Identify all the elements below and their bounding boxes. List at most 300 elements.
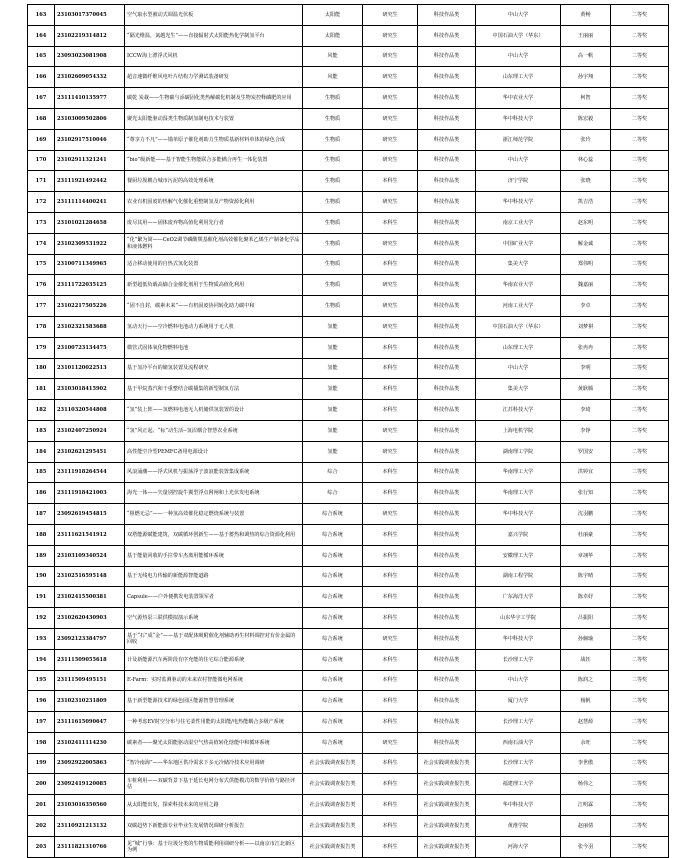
school-name: 黄淮学院 xyxy=(476,816,561,837)
leader-name: 凯吉浩 xyxy=(561,192,611,213)
school-name: 浙江师范学院 xyxy=(476,129,561,150)
row-index: 189 xyxy=(28,545,55,566)
row-index: 182 xyxy=(28,400,55,421)
row-index: 185 xyxy=(28,462,55,483)
project-title: 聚光太阳能驱动湿类生物质制氢制电技术与装置 xyxy=(125,108,303,129)
student-level: 本科生 xyxy=(363,358,418,379)
row-index: 200 xyxy=(28,774,55,795)
school-name: 河南工业大学 xyxy=(476,296,561,317)
project-code: 23102321583688 xyxy=(55,316,125,337)
project-code: 23110320544808 xyxy=(55,400,125,421)
project-category: 科技作品类 xyxy=(418,566,476,587)
school-name: 中山大学 xyxy=(476,670,561,691)
student-level: 本科生 xyxy=(363,212,418,233)
project-category: 社会实践调查报告类 xyxy=(418,836,476,857)
table-row xyxy=(28,212,669,233)
project-title: 超音速微纤维风电叶片结构力学测试装备研发 xyxy=(125,67,303,88)
award-level: 二等奖 xyxy=(611,296,669,317)
school-name: 中山大学 xyxy=(476,5,561,26)
project-field: 综合系统 xyxy=(303,504,363,525)
leader-name: 洪婷宜 xyxy=(561,462,611,483)
table-row xyxy=(28,774,669,795)
project-code: 23111509055618 xyxy=(55,649,125,670)
table-row xyxy=(28,608,669,629)
project-category: 社会实践调查报告类 xyxy=(418,795,476,816)
award-level: 二等奖 xyxy=(611,5,669,26)
award-level: 二等奖 xyxy=(611,649,669,670)
project-title: E-Farm：实时监测驱动的未来农村智能微电网系统 xyxy=(125,670,303,691)
project-code: 23101021284658 xyxy=(55,212,125,233)
project-field: 生物质 xyxy=(303,129,363,150)
project-code: 23102217505226 xyxy=(55,296,125,317)
row-index: 184 xyxy=(28,441,55,462)
project-field: 社会实践调查报告类 xyxy=(303,774,363,795)
project-code: 23102219314812 xyxy=(55,25,125,46)
row-index: 183 xyxy=(28,420,55,441)
project-category: 科技作品类 xyxy=(418,46,476,67)
student-level: 本科生 xyxy=(363,691,418,712)
student-level: 研究生 xyxy=(363,420,418,441)
project-category: 科技作品类 xyxy=(418,254,476,275)
project-code: 23111410135977 xyxy=(55,88,125,109)
award-level: 二等奖 xyxy=(611,233,669,254)
row-index: 188 xyxy=(28,524,55,545)
school-name: 长沙理工大学 xyxy=(476,649,561,670)
project-category: 科技作品类 xyxy=(418,732,476,753)
project-category: 科技作品类 xyxy=(418,192,476,213)
table-row xyxy=(28,316,669,337)
project-category: 科技作品类 xyxy=(418,608,476,629)
project-code: 23103009502806 xyxy=(55,108,125,129)
student-level: 本科生 xyxy=(363,774,418,795)
project-field: 综合系统 xyxy=(303,524,363,545)
project-code: 23111921492442 xyxy=(55,171,125,192)
award-level: 二等奖 xyxy=(611,171,669,192)
project-category: 社会实践调查报告类 xyxy=(418,774,476,795)
project-title: 双塔能源赋能建筑，双碳循环创新生——基于蓄热和调热的综合资源化利用 xyxy=(125,524,303,545)
student-level: 本科生 xyxy=(363,795,418,816)
row-index: 202 xyxy=(28,816,55,837)
leader-name: 黄耿腾 xyxy=(561,379,611,400)
leader-name: 林心蕊 xyxy=(561,150,611,171)
project-title: “氢”风正起、“标”动生活--氢沼耦合智慧农业系统 xyxy=(125,420,303,441)
project-code: 23111615090647 xyxy=(55,712,125,733)
row-index: 192 xyxy=(28,608,55,629)
project-category: 科技作品类 xyxy=(418,5,476,26)
award-level: 二等奖 xyxy=(611,504,669,525)
table-row xyxy=(28,337,669,358)
leader-name: 孙俪瑜 xyxy=(561,628,611,649)
project-title: “智冷南海”——华东地区供冷需求下多元冷储冷技术应用调研 xyxy=(125,753,303,774)
table-row xyxy=(28,566,669,587)
table-row xyxy=(28,192,669,213)
award-level: 二等奖 xyxy=(611,670,669,691)
school-name: 厦门大学 xyxy=(476,691,561,712)
project-category: 科技作品类 xyxy=(418,670,476,691)
project-title: 碳乾 炭裁——生物碳与添碳固化类热解碳化机制及生物炭控释磷肥的应用 xyxy=(125,88,303,109)
award-level: 二等奖 xyxy=(611,46,669,67)
row-index: 195 xyxy=(28,670,55,691)
project-field: 氢能 xyxy=(303,316,363,337)
row-index: 175 xyxy=(28,254,55,275)
project-category: 科技作品类 xyxy=(418,67,476,88)
project-code: 23111722035125 xyxy=(55,275,125,296)
school-name: 中山大学 xyxy=(476,150,561,171)
student-level: 研究生 xyxy=(363,108,418,129)
school-name: 西南石油大学 xyxy=(476,732,561,753)
school-name: 华南理工大学 xyxy=(476,462,561,483)
leader-name: 江明霖 xyxy=(561,795,611,816)
row-index: 180 xyxy=(28,358,55,379)
award-level: 二等奖 xyxy=(611,379,669,400)
student-level: 研究生 xyxy=(363,275,418,296)
table-row xyxy=(28,46,669,67)
project-field: 生物质 xyxy=(303,192,363,213)
project-title: 海光一体——矢量别控旋牛翼型浮点网闸和上光伏发电系统 xyxy=(125,483,303,504)
award-level: 二等奖 xyxy=(611,566,669,587)
project-field: 综合系统 xyxy=(303,649,363,670)
student-level: 本科生 xyxy=(363,566,418,587)
project-field: 生物质 xyxy=(303,150,363,171)
award-level: 二等奖 xyxy=(611,316,669,337)
project-code: 23102407250924 xyxy=(55,420,125,441)
school-name: 安徽理工大学 xyxy=(476,545,561,566)
project-field: 生物质 xyxy=(303,233,363,254)
table-row xyxy=(28,254,669,275)
project-category: 科技作品类 xyxy=(418,691,476,712)
project-category: 科技作品类 xyxy=(418,483,476,504)
row-index: 163 xyxy=(28,5,55,26)
row-index: 167 xyxy=(28,88,55,109)
table-row xyxy=(28,691,669,712)
row-index: 170 xyxy=(28,150,55,171)
table-row xyxy=(28,379,669,400)
table-row xyxy=(28,296,669,317)
project-title: “隔光维温，氮越光生”——直接辐射式太阳能热化学制氢平台 xyxy=(125,25,303,46)
leader-name: 刘梦祺 xyxy=(561,316,611,337)
student-level: 本科生 xyxy=(363,462,418,483)
project-field: 生物质 xyxy=(303,108,363,129)
project-category: 科技作品类 xyxy=(418,587,476,608)
project-category: 科技作品类 xyxy=(418,358,476,379)
row-index: 203 xyxy=(28,836,55,857)
table-row xyxy=(28,732,669,753)
project-title: 车桩利用——双碳背景下基于延长电网分布式供能模式的数学价值与路径评估 xyxy=(125,774,303,795)
project-category: 科技作品类 xyxy=(418,462,476,483)
award-level: 二等奖 xyxy=(611,587,669,608)
leader-name: 吕振阳 xyxy=(561,608,611,629)
project-title: 基于甲烷蒸汽和干重整结合碳捕集的新型制氢方法 xyxy=(125,379,303,400)
table-row xyxy=(28,753,669,774)
leader-name: 孙宇翔 xyxy=(561,67,611,88)
award-level: 二等奖 xyxy=(611,836,669,857)
student-level: 本科生 xyxy=(363,379,418,400)
award-level: 二等奖 xyxy=(611,545,669,566)
project-code: 23111821310766 xyxy=(55,836,125,857)
row-index: 171 xyxy=(28,171,55,192)
row-index: 168 xyxy=(28,108,55,129)
project-category: 科技作品类 xyxy=(418,233,476,254)
table-row xyxy=(28,88,669,109)
project-code: 23102917510046 xyxy=(55,129,125,150)
student-level: 研究生 xyxy=(363,441,418,462)
project-title: 空气取水型被动式调温光伏板 xyxy=(125,5,303,26)
project-category: 科技作品类 xyxy=(418,379,476,400)
row-index: 199 xyxy=(28,753,55,774)
project-title: 高性能空冷型PEMFC备用电源设计 xyxy=(125,441,303,462)
award-level: 二等奖 xyxy=(611,753,669,774)
school-name: 上海电机学院 xyxy=(476,420,561,441)
table-row xyxy=(28,441,669,462)
leader-name: 陈卓妤 xyxy=(561,587,611,608)
table-row xyxy=(28,649,669,670)
project-field: 风能 xyxy=(303,46,363,67)
project-title: “阻燃无忌”——一种氢高效催化稳定燃烧系统与装置 xyxy=(125,504,303,525)
row-index: 166 xyxy=(28,67,55,88)
table-row xyxy=(28,420,669,441)
award-level: 二等奖 xyxy=(611,67,669,88)
project-field: 氢能 xyxy=(303,441,363,462)
student-level: 本科生 xyxy=(363,836,418,857)
project-category: 科技作品类 xyxy=(418,649,476,670)
leader-name: 解金诚 xyxy=(561,233,611,254)
student-level: 研究生 xyxy=(363,150,418,171)
student-level: 本科生 xyxy=(363,753,418,774)
student-level: 研究生 xyxy=(363,732,418,753)
award-level: 二等奖 xyxy=(611,462,669,483)
school-name: 湖南工程学院 xyxy=(476,566,561,587)
student-level: 研究生 xyxy=(363,46,418,67)
project-field: 生物质 xyxy=(303,212,363,233)
school-name: 南京工业大学 xyxy=(476,212,561,233)
project-code: 23111621541912 xyxy=(55,524,125,545)
leader-name: 张冉冉 xyxy=(561,337,611,358)
row-index: 194 xyxy=(28,649,55,670)
award-table xyxy=(27,4,669,858)
project-category: 科技作品类 xyxy=(418,129,476,150)
row-index: 201 xyxy=(28,795,55,816)
school-name: 中山大学 xyxy=(476,46,561,67)
award-level: 二等奖 xyxy=(611,337,669,358)
award-level: 二等奖 xyxy=(611,150,669,171)
school-name: 济宁学院 xyxy=(476,171,561,192)
leader-name: 沈羽鹏 xyxy=(561,504,611,525)
project-field: 生物质 xyxy=(303,88,363,109)
student-level: 研究生 xyxy=(363,296,418,317)
project-field: 太阳能 xyxy=(303,5,363,26)
table-row xyxy=(28,400,669,421)
project-code: 23092123384797 xyxy=(55,628,125,649)
project-title: 农业有机固废的热解气化催化重整制氢及产物资源化利用 xyxy=(125,192,303,213)
table-row xyxy=(28,25,669,46)
project-title: 基于“石”成“金”——基于双配体吸附催化剂辅助再生材料调控对有价金属的回收 xyxy=(125,628,303,649)
project-title: 从太阳能出发，探索科技未来的应用之路 xyxy=(125,795,303,816)
project-code: 23092619454815 xyxy=(55,504,125,525)
project-category: 社会实践调查报告类 xyxy=(418,753,476,774)
award-level: 二等奖 xyxy=(611,608,669,629)
project-field: 综合系统 xyxy=(303,712,363,733)
award-level: 二等奖 xyxy=(611,628,669,649)
project-code: 23093023081908 xyxy=(55,46,125,67)
school-name: 长沙理工大学 xyxy=(476,712,561,733)
school-name: 集美大学 xyxy=(476,379,561,400)
student-level: 本科生 xyxy=(363,171,418,192)
school-name: 山东华宇工学院 xyxy=(476,608,561,629)
student-level: 研究生 xyxy=(363,504,418,525)
school-name: 中国石油大学（华东） xyxy=(476,316,561,337)
project-category: 科技作品类 xyxy=(418,275,476,296)
table-row xyxy=(28,108,669,129)
school-name: 华中科技大学 xyxy=(476,628,561,649)
project-title: “固不自封，碳素未来”——有机固废协同转化助力碳中和 xyxy=(125,296,303,317)
table-row xyxy=(28,358,669,379)
project-title: 微管式固体氧化物燃料电池 xyxy=(125,337,303,358)
leader-name: 章翊华 xyxy=(561,545,611,566)
school-name: 中国矿业大学 xyxy=(476,233,561,254)
project-field: 综合系统 xyxy=(303,732,363,753)
table-row xyxy=(28,129,669,150)
project-category: 科技作品类 xyxy=(418,25,476,46)
row-index: 191 xyxy=(28,587,55,608)
leader-name: 柯智 xyxy=(561,88,611,109)
school-name: 华中农业大学 xyxy=(476,88,561,109)
project-category: 科技作品类 xyxy=(418,108,476,129)
row-index: 197 xyxy=(28,712,55,733)
project-field: 生物质 xyxy=(303,254,363,275)
leader-name: 李铮 xyxy=(561,420,611,441)
leader-name: 张玲 xyxy=(561,129,611,150)
project-title: “尊享力不凡”——锚单原子催化剂助力生物质基新材料单体的绿色合成 xyxy=(125,129,303,150)
student-level: 研究生 xyxy=(363,192,418,213)
student-level: 本科生 xyxy=(363,608,418,629)
project-field: 社会实践调查报告类 xyxy=(303,795,363,816)
project-field: 综合系统 xyxy=(303,587,363,608)
project-category: 科技作品类 xyxy=(418,171,476,192)
table-row xyxy=(28,233,669,254)
student-level: 本科生 xyxy=(363,483,418,504)
student-level: 本科生 xyxy=(363,545,418,566)
row-index: 164 xyxy=(28,25,55,46)
school-name: 广东海洋大学 xyxy=(476,587,561,608)
school-name: 华中科技大学 xyxy=(476,108,561,129)
project-title: “化”繁为简——CeO2调节磷酸羰基催化剂高效催化聚苯乙烯生产制备化学品和液体燃料 xyxy=(125,233,303,254)
project-category: 社会实践调查报告类 xyxy=(418,816,476,837)
leader-name: 陈润之 xyxy=(561,670,611,691)
leader-name: 李明 xyxy=(561,358,611,379)
project-title: 双碳趋势下新能源专业毕业生发展情况调研分析报告 xyxy=(125,816,303,837)
school-name: 华中科技大学 xyxy=(476,192,561,213)
project-code: 23103109340524 xyxy=(55,545,125,566)
award-level: 二等奖 xyxy=(611,358,669,379)
project-code: 23110921213132 xyxy=(55,816,125,837)
leader-name: 李琦 xyxy=(561,400,611,421)
school-name: 河海大学 xyxy=(476,836,561,857)
table-row xyxy=(28,670,669,691)
student-level: 本科生 xyxy=(363,587,418,608)
table-row xyxy=(28,275,669,296)
project-code: 23111509495151 xyxy=(55,670,125,691)
project-code: 23102911321241 xyxy=(55,150,125,171)
table-row xyxy=(28,483,669,504)
school-name: 中山大学 xyxy=(476,358,561,379)
project-category: 科技作品类 xyxy=(418,337,476,358)
row-index: 165 xyxy=(28,46,55,67)
school-name: 山东理工大学 xyxy=(476,67,561,88)
project-title: 餐厨垃圾耦合城市污泥的高效处理系统 xyxy=(125,171,303,192)
row-index: 190 xyxy=(28,566,55,587)
student-level: 研究生 xyxy=(363,88,418,109)
project-title: 基于无线电力传输的新能源智能道路 xyxy=(125,566,303,587)
award-level: 二等奖 xyxy=(611,400,669,421)
project-title: “bio”级新能——基于智能生物能联合多能耦合再生一体化装置 xyxy=(125,150,303,171)
project-field: 综合系统 xyxy=(303,691,363,712)
student-level: 本科生 xyxy=(363,254,418,275)
award-level: 二等奖 xyxy=(611,129,669,150)
project-title: 基于氢冷平台的储氢装置及流程研究 xyxy=(125,358,303,379)
project-code: 23103018415902 xyxy=(55,379,125,400)
project-field: 生物质 xyxy=(303,296,363,317)
project-field: 社会实践调查报告类 xyxy=(303,816,363,837)
project-title: 碳素者——聚光太阳能驱动湿空气热高值转化焓能中和循环系统 xyxy=(125,732,303,753)
award-level: 二等奖 xyxy=(611,275,669,296)
row-index: 169 xyxy=(28,129,55,150)
leader-name: 高一帆 xyxy=(561,46,611,67)
leader-name: 郑伟明 xyxy=(561,254,611,275)
award-level: 二等奖 xyxy=(611,732,669,753)
school-name: 长沙理工大学 xyxy=(476,753,561,774)
project-title: 计及新能源汽车两阶段有序充能的住宅综合能源系统 xyxy=(125,649,303,670)
award-level: 二等奖 xyxy=(611,108,669,129)
award-table-body xyxy=(28,5,669,858)
student-level: 本科生 xyxy=(363,524,418,545)
project-code: 23111918264544 xyxy=(55,462,125,483)
project-code: 23102516595148 xyxy=(55,566,125,587)
table-row xyxy=(28,524,669,545)
school-name: 江苏科技大学 xyxy=(476,400,561,421)
project-title: 基于能量回收的手拉带车杰离用能循环系统 xyxy=(125,545,303,566)
leader-name: 魏嘉丽 xyxy=(561,275,611,296)
project-code: 23102620430903 xyxy=(55,608,125,629)
project-field: 太阳能 xyxy=(303,25,363,46)
project-title: “氢”装上阵——氢燃料电池无人机储供氢装置的设计 xyxy=(125,400,303,421)
table-row xyxy=(28,836,669,857)
row-index: 186 xyxy=(28,483,55,504)
row-index: 181 xyxy=(28,379,55,400)
project-category: 科技作品类 xyxy=(418,545,476,566)
leader-name: 罗国安 xyxy=(561,441,611,462)
award-level: 二等奖 xyxy=(611,483,669,504)
project-field: 生物质 xyxy=(303,171,363,192)
project-title: 一种考虑EV时空分布与住宅柔性用能的太阳能/电热能耦合多级产系统 xyxy=(125,712,303,733)
leader-name: 李卓 xyxy=(561,296,611,317)
leader-name: 李世傲 xyxy=(561,753,611,774)
award-level: 二等奖 xyxy=(611,691,669,712)
table-row xyxy=(28,545,669,566)
project-category: 科技作品类 xyxy=(418,88,476,109)
leader-name: 张行知 xyxy=(561,483,611,504)
project-code: 23102415500381 xyxy=(55,587,125,608)
project-field: 生物质 xyxy=(303,275,363,296)
leader-name: 陈宇晴 xyxy=(561,566,611,587)
project-field: 综合系统 xyxy=(303,670,363,691)
project-code: 23101120022513 xyxy=(55,358,125,379)
school-name: 华南理工大学 xyxy=(476,483,561,504)
project-field: 社会实践调查报告类 xyxy=(303,836,363,857)
project-category: 科技作品类 xyxy=(418,628,476,649)
project-title: 见“城”行事：基于垃圾分类的生物质能利用调研分析——以南京市江北新区为例 xyxy=(125,836,303,857)
school-name: 华中科技大学 xyxy=(476,795,561,816)
row-index: 196 xyxy=(28,691,55,712)
